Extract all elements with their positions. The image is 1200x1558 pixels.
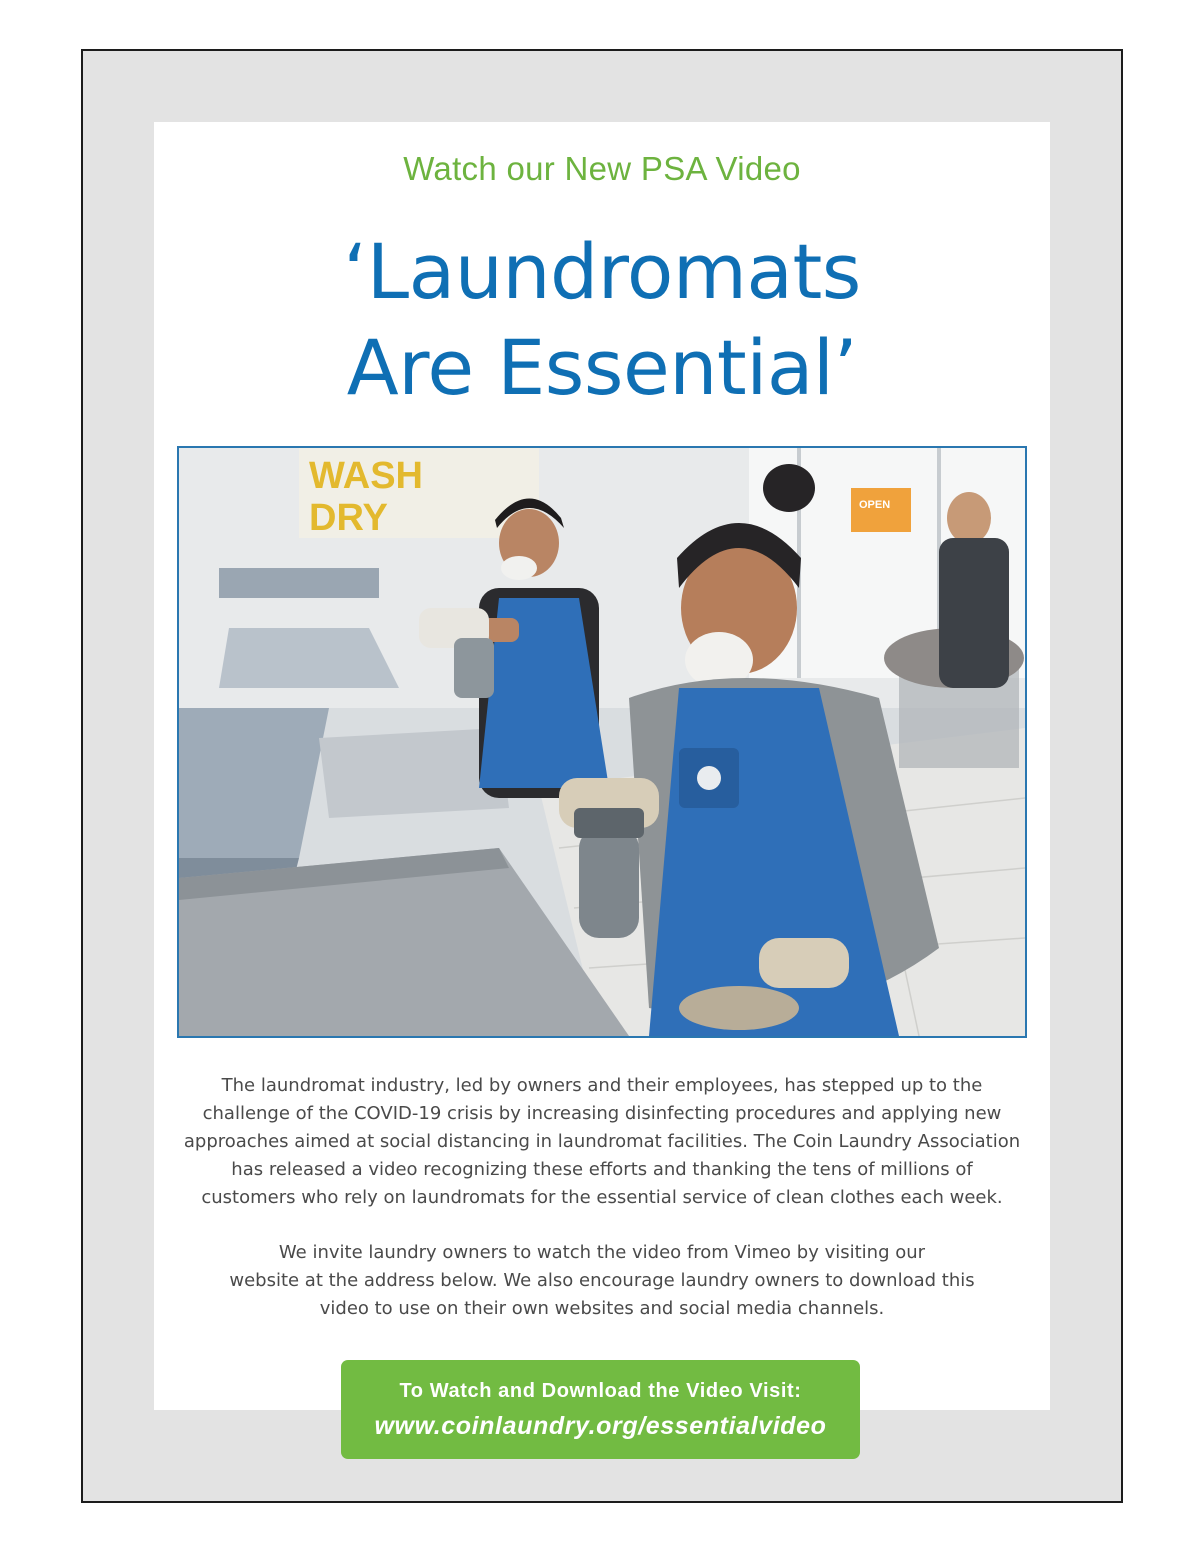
photo-sign-dry: DRY	[309, 497, 388, 539]
paragraph-line: has released a video recognizing these efforts and thanking the tens of millions of	[231, 1159, 973, 1180]
paragraph-line: challenge of the COVID-19 crisis by increasing disinfecting procedures and applying new	[202, 1103, 1002, 1124]
paragraph-line: video to use on their own websites and social media channels.	[319, 1298, 885, 1319]
cta-label: To Watch and Download the Video Visit:	[399, 1380, 802, 1402]
cta-url-link[interactable]: www.coinlaundry.org/essentialvideo	[374, 1412, 827, 1440]
paragraph-line: The laundromat industry, led by owners and their employees, has stepped up to the	[221, 1075, 983, 1096]
photo-illustration	[179, 448, 1025, 1036]
headline	[154, 224, 1050, 416]
watch-video-cta-button[interactable]	[341, 1360, 860, 1459]
paragraph-line: customers who rely on laundromats for the essential service of clean clothes each week.	[201, 1187, 1003, 1208]
invitation-paragraph	[160, 1239, 1044, 1323]
psa-video-photo	[177, 446, 1027, 1038]
headline-line-1: ‘Laundromats	[343, 227, 861, 316]
paragraph-line: approaches aimed at social distancing in laundromat facilities. The Coin Laundry Association	[183, 1131, 1021, 1152]
paragraph-line: website at the address below. We also encourage laundry owners to download this	[229, 1270, 975, 1291]
photo-sign-wash: WASH	[309, 455, 423, 497]
kicker-heading: Watch our New PSA Video	[403, 150, 801, 187]
paragraph-line: We invite laundry owners to watch the video from Vimeo by visiting our	[278, 1242, 926, 1263]
headline-line-2: Are Essential’	[346, 323, 858, 412]
description-paragraph	[160, 1072, 1044, 1212]
photo-sign-open: OPEN	[859, 499, 891, 511]
